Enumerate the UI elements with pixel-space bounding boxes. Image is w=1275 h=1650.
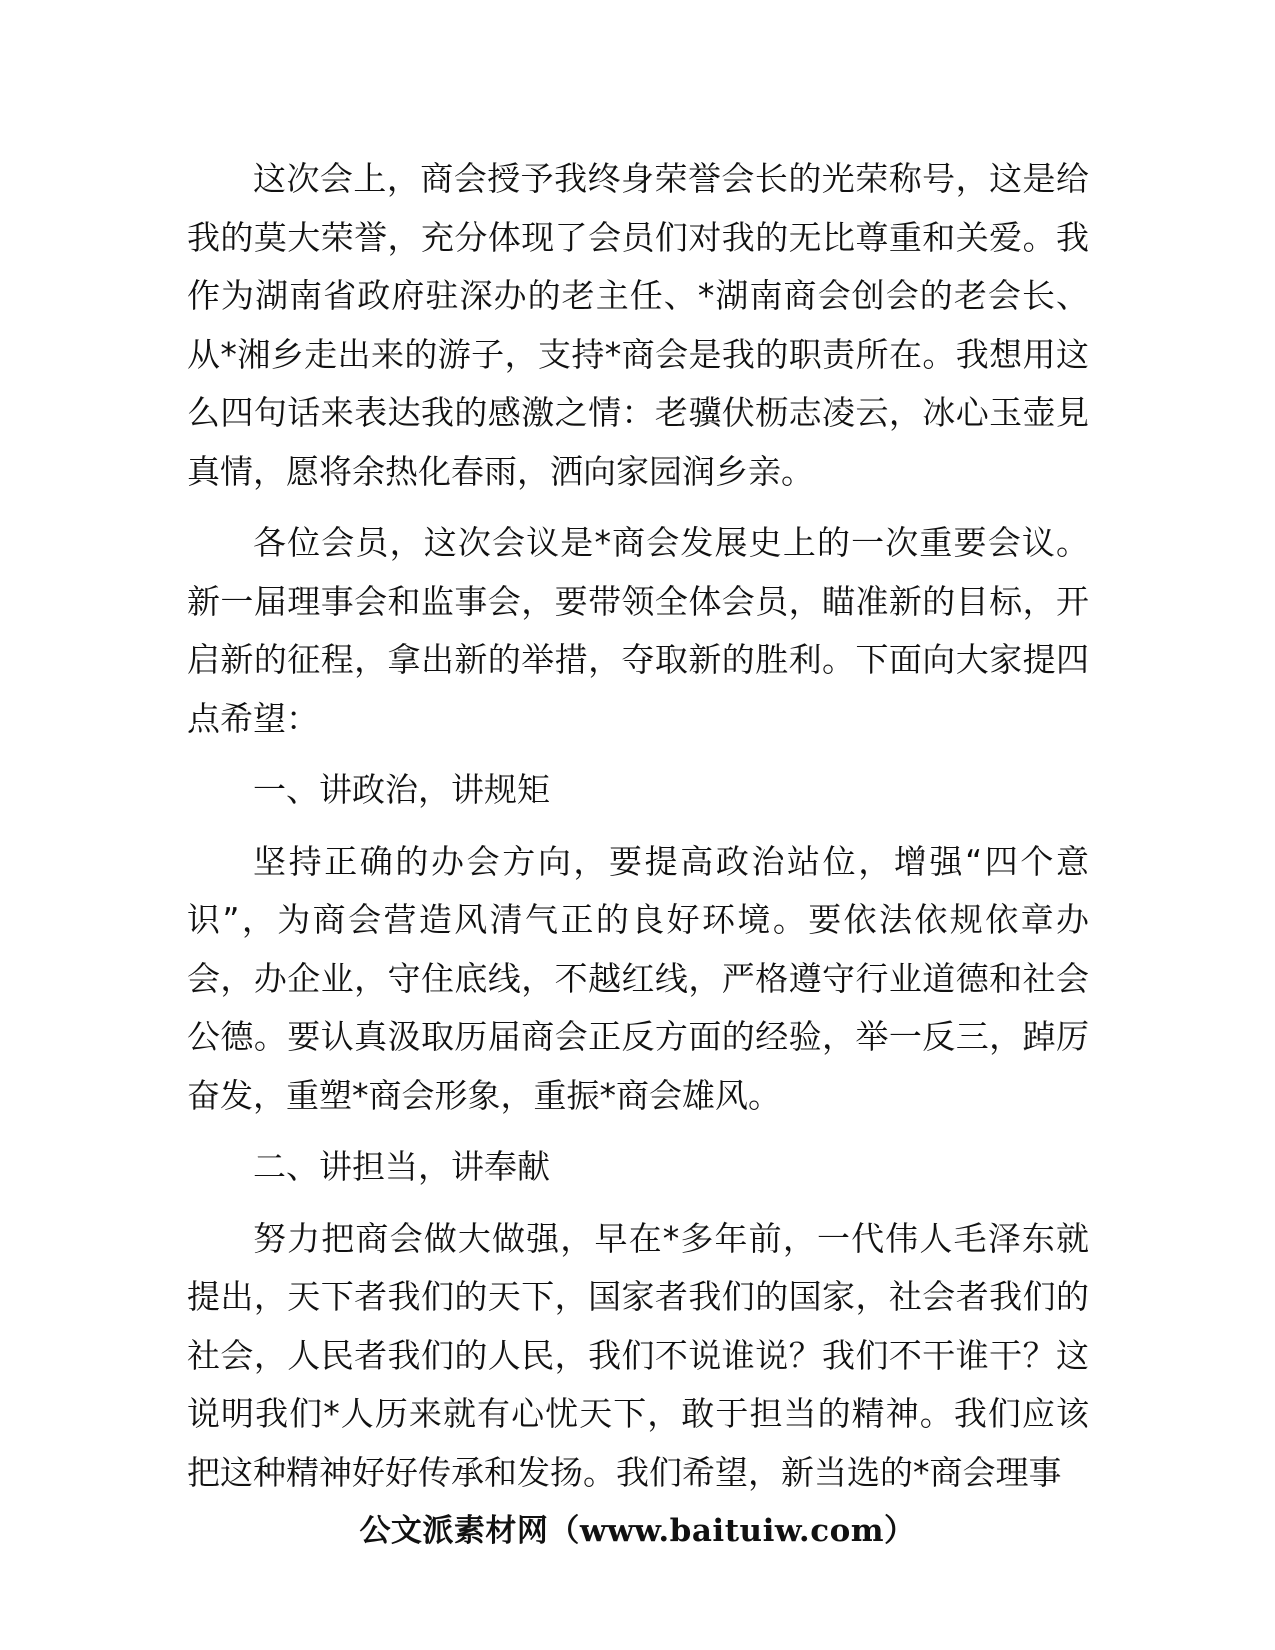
section-heading-2: 二、讲担当，讲奉献: [253, 1147, 550, 1186]
paragraph-2: 各位会员，这次会议是*商会发展史上的一次重要会议。新一届理事会和监事会，要带领全体会员，瞄准新的目标，开启新的征程，拿出新的举措，夺取新的胜利。下面向大家提四点希望：: [187, 523, 1089, 738]
paragraph-3: 坚持正确的办会方向，要提高政治站位，增强“四个意识”，为商会营造风清气正的良好环境。要依法依规依章办会，办企业，守住底线，不越红线，严格遵守行业道德和社会公德。要认真汲取历届商会正反方面的经验，举一反三，踔厉奋发，重塑*商会形象，重振*商会雄风。: [187, 841, 1089, 1115]
document-body: [187, 150, 1089, 1515]
paragraph-4: 努力把商会做大做强，早在*多年前，一代伟人毛泽东就提出，天下者我们的天下，国家者我们的国家，社会者我们的社会，人民者我们的人民，我们不说谁说？我们不干谁干？这说明我们*人历来就有心忧天下，敢于担当的精神。我们应该把这种精神好好传承和发扬。我们希望，新当选的*商会理事: [187, 1218, 1089, 1492]
paragraph-1: 这次会上，商会授予我终身荣誉会长的光荣称号，这是给我的莫大荣誉，充分体现了会员们对我的无比尊重和关爱。我作为湖南省政府驻深办的老主任、*湖南商会创会的老会长、从*湘乡走出来的游子，支持*商会是我的职责所在。我想用这么四句话来表达我的感激之情：老骥伏枥志凌云，冰心玉壶見真情，愿将余热化春雨，洒向家园润乡亲。: [187, 159, 1089, 491]
footer-watermark: 公文派素材网（www.baituiw.com）: [359, 1513, 916, 1549]
section-heading-1: 一、讲政治，讲规矩: [253, 770, 550, 809]
